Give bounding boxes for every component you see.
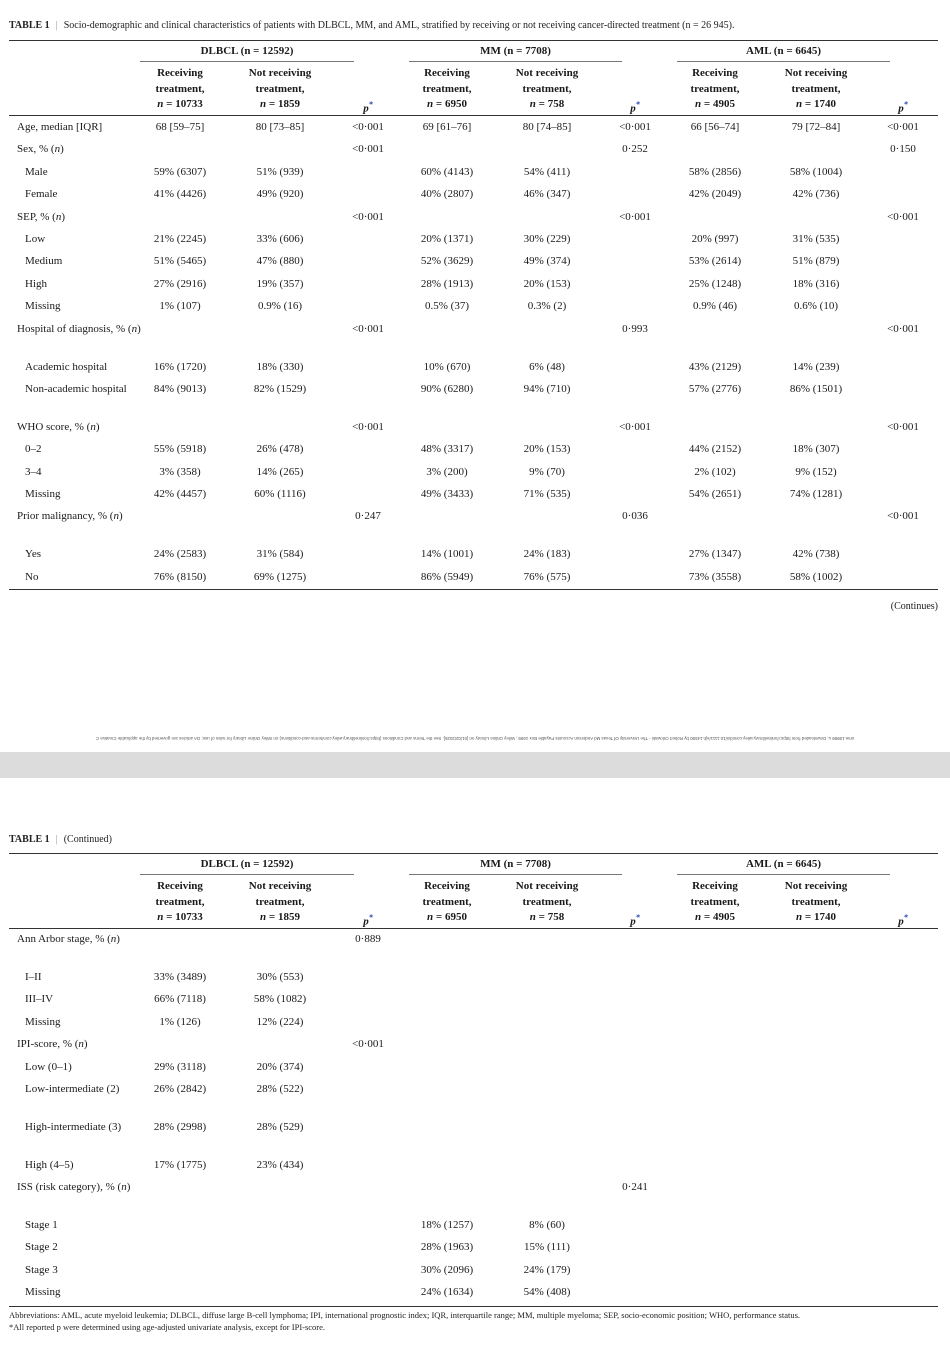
column-header-line: Receiving [157,880,203,892]
column-header-line: n = 4905 [695,911,735,923]
column-header-line: Not receiving [784,67,848,79]
mm-receiving-value: 28% (1913) [420,277,474,290]
top-rule [9,853,938,854]
column-header-line: treatment, [791,895,841,908]
dlbcl-receiving-value: 68 [59–75] [155,121,205,133]
group-underline [677,61,890,62]
aml-p-value: 0·150 [890,143,916,156]
column-header-line: treatment, [155,82,205,95]
column-header-line: treatment, [522,895,572,908]
aml-not-receiving-value: 86% (1501) [789,382,843,395]
column-header-line: Not receiving [515,67,579,79]
mm-receiving-value: 24% (1634) [420,1286,474,1299]
column-header-aml-not-receiving [761,879,871,926]
aml-receiving-value: 20% (997) [691,233,739,245]
aml-p-value: <0·001 [887,322,919,335]
mm-not-receiving-value: 80 [74–85] [522,121,572,133]
column-header-aml-not-receiving [761,66,871,113]
mm-p-value: 0·036 [622,510,648,523]
dlbcl-not-receiving-value: 80 [73–85] [255,121,305,133]
row-label: Stage 1 [25,1219,58,1231]
aml-not-receiving-value: 18% (316) [792,277,840,290]
column-header-line: Receiving [424,67,470,79]
dlbcl-receiving-value: 76% (8150) [153,570,207,583]
group-header: AML (n = 6645) [745,45,822,57]
mm-receiving-value: 3% (200) [426,465,468,478]
mm-not-receiving-value: 71% (535) [523,488,571,500]
column-header-line: Not receiving [248,67,312,79]
mm-p-value: <0·001 [619,420,651,433]
mm-receiving-value: 60% (4143) [420,165,474,178]
mm-not-receiving-value: 20% (153) [523,277,571,290]
dlbcl-not-receiving-value: 28% (529) [256,1120,304,1133]
dlbcl-receiving-value: 41% (4426) [153,188,207,201]
column-header-mm-not-receiving [492,66,602,113]
aml-not-receiving-value: 58% (1002) [789,570,843,583]
dlbcl-p-value: <0·001 [352,210,384,223]
caption-label: TABLE 1 [9,834,50,845]
dlbcl-receiving-value: 1% (107) [159,300,201,313]
mm-receiving-value: 48% (3317) [420,443,474,456]
column-header-line: treatment, [690,82,740,95]
column-header-line: n = 10733 [157,911,203,923]
row-label: High [25,277,47,290]
download-side-note: ome.19999 u, Downloaded from https://onlinelibrary.wiley.com/doi/10.1111/ejh.14590 by Robert Orlowski - The University Of Texas Md Anderson Accounts Payable Box 1699 , Wiley Online Library on [01/02/2025]. See the Terms and Conditions (https://onlinelibrary.wiley.com/terms-and-conditions) on Wiley Online Library for rules of use; OA articles are governed by the applicable Creative C [95,736,855,741]
aml-not-receiving-value: 42% (738) [792,548,840,561]
column-header-line: n = 6950 [427,98,467,110]
mm-receiving-value: 14% (1001) [420,548,474,561]
aml-receiving-value: 73% (3558) [688,570,742,583]
column-header-line: n = 6950 [427,911,467,923]
aml-receiving-value: 27% (1347) [688,548,742,561]
aml-receiving-value: 53% (2614) [688,255,742,268]
mm-not-receiving-value: 54% (411) [523,165,571,178]
aml-p-value: <0·001 [887,121,919,133]
row-label: Missing [25,300,61,313]
dlbcl-receiving-value: 55% (5918) [153,443,207,456]
dlbcl-receiving-value: 27% (2916) [153,277,207,290]
mm-p-value: 0·993 [622,322,648,335]
row-label: WHO score, % (n) [17,420,100,433]
bottom-rule [9,589,938,590]
row-label: III–IV [25,993,54,1006]
dlbcl-p-value: 0·247 [355,510,381,523]
column-header-mm-not-receiving [492,879,602,926]
dlbcl-receiving-value: 66% (7118) [154,993,206,1006]
dlbcl-receiving-value: 1% (126) [159,1015,201,1028]
column-header-line: Not receiving [784,880,848,892]
row-label: Sex, % (n) [17,143,64,156]
dlbcl-receiving-value: 28% (2998) [153,1120,207,1133]
column-header-mm-p: p* [630,100,640,115]
row-label: Low (0–1) [25,1060,72,1073]
row-label: Low [25,233,46,245]
group-underline [409,874,622,875]
row-label: 3–4 [25,465,42,478]
dlbcl-not-receiving-value: 20% (374) [256,1060,304,1073]
mm-not-receiving-value: 0.3% (2) [527,300,567,313]
column-header-mm-receiving [392,879,502,926]
table-page-2 [0,778,950,1354]
aml-p-value: <0·001 [887,510,919,523]
column-header-line: n = 1859 [260,911,300,923]
caption-label: TABLE 1 [9,20,50,31]
dlbcl-receiving-value: 3% (358) [159,465,201,478]
dlbcl-not-receiving-value: 14% (265) [256,465,304,478]
mm-not-receiving-value: 8% (60) [529,1219,565,1231]
mm-not-receiving-value: 76% (575) [523,570,571,583]
group-header: MM (n = 7708) [480,45,551,57]
aml-not-receiving-value: 51% (879) [792,255,840,268]
dlbcl-receiving-value: 42% (4457) [153,488,207,500]
mm-receiving-value: 30% (2096) [420,1263,474,1276]
column-header-line: n = 758 [529,98,565,110]
row-label: SEP, % (n) [17,210,65,223]
column-header-line: Receiving [692,67,738,79]
dlbcl-not-receiving-value: 33% (606) [256,233,304,245]
mm-not-receiving-value: 30% (229) [523,233,571,245]
aml-receiving-value: 0.9% (46) [693,300,737,313]
column-header-dlbcl-not-receiving [225,66,335,113]
column-header-line: treatment, [791,82,841,95]
dlbcl-not-receiving-value: 28% (522) [256,1082,304,1095]
dlbcl-receiving-value: 17% (1775) [153,1158,207,1171]
aml-receiving-value: 25% (1248) [688,277,742,290]
group-underline [140,61,354,62]
mm-p-value: 0·241 [622,1181,648,1194]
dlbcl-p-value: <0·001 [352,420,384,433]
group-underline [409,61,622,62]
mm-not-receiving-value: 9% (70) [529,465,565,478]
dlbcl-receiving-value: 29% (3118) [154,1060,206,1073]
group-header: MM (n = 7708) [480,858,551,870]
dlbcl-not-receiving-value: 69% (1275) [253,570,307,583]
aml-not-receiving-value: 79 [72–84] [791,121,841,133]
column-header-line: treatment, [255,895,305,908]
column-header-dlbcl-receiving [125,879,235,926]
row-label: Missing [25,488,61,500]
dlbcl-not-receiving-value: 18% (330) [256,360,304,373]
column-header-aml-receiving [660,879,770,926]
mm-p-value: <0·001 [619,210,651,223]
group-header: DLBCL (n = 12592) [200,858,294,870]
footnote-abbreviations: Abbreviations: AML, acute myeloid leukemia; DLBCL, diffuse large B-cell lymphoma; IPI, international prognostic index; IQR, interquartile range; MM, multiple myeloma; SEP, socio-economic position; WHO, performance status. [9,1310,801,1320]
row-label: I–II [25,970,42,983]
aml-receiving-value: 57% (2776) [688,382,742,395]
column-header-line: treatment, [422,82,472,95]
aml-not-receiving-value: 0.6% (10) [794,300,838,313]
row-label: Stage 2 [25,1241,58,1254]
mm-receiving-value: 20% (1371) [420,233,474,245]
aml-not-receiving-value: 18% (307) [792,443,840,456]
row-label: Yes [25,548,42,561]
aml-not-receiving-value: 42% (736) [792,188,840,201]
table-caption-continued: TABLE 1 | (Continued) [9,834,113,845]
dlbcl-p-value: <0·001 [352,322,384,335]
aml-not-receiving-value: 31% (535) [792,233,840,245]
column-header-line: Receiving [157,67,203,79]
column-header-line: n = 10733 [157,98,203,110]
header-rule [9,115,938,116]
dlbcl-receiving-value: 59% (6307) [153,165,207,178]
row-label: Age, median [IQR] [17,121,103,133]
column-header-aml-p: p* [898,100,908,115]
row-label: IPI-score, % (n) [17,1038,88,1051]
aml-p-value: <0·001 [887,420,919,433]
column-header-line: n = 758 [529,911,565,923]
column-header-dlbcl-p: p* [363,913,373,928]
dlbcl-p-value: <0·001 [352,143,384,156]
group-header: AML (n = 6645) [745,858,822,870]
column-header-line: Receiving [692,880,738,892]
mm-not-receiving-value: 24% (183) [523,548,571,561]
column-header-dlbcl-not-receiving [225,879,335,926]
row-label: High (4–5) [25,1158,74,1171]
column-header-line: n = 1740 [796,911,836,923]
dlbcl-receiving-value: 24% (2583) [153,548,207,561]
row-label: Missing [25,1286,61,1299]
row-label: High-intermediate (3) [25,1120,122,1133]
mm-p-value: <0·001 [619,121,651,133]
dlbcl-receiving-value: 21% (2245) [153,233,207,245]
dlbcl-not-receiving-value: 12% (224) [256,1015,304,1028]
group-underline [140,874,354,875]
dlbcl-p-value: 0·889 [355,933,381,945]
group-underline [677,874,890,875]
caption-text: Socio-demographic and clinical characteristics of patients with DLBCL, MM, and AML, stratified by receiving or not receiving cancer-directed treatment (n = 26 945). [63,20,735,31]
dlbcl-receiving-value: 84% (9013) [153,382,207,395]
row-label: Female [25,188,58,201]
column-header-line: treatment, [690,895,740,908]
dlbcl-p-value: <0·001 [352,121,384,133]
row-label: 0–2 [25,443,42,456]
dlbcl-not-receiving-value: 30% (553) [256,970,304,983]
mm-not-receiving-value: 6% (48) [529,360,565,373]
mm-not-receiving-value: 46% (347) [523,188,571,201]
mm-not-receiving-value: 54% (408) [523,1286,571,1299]
dlbcl-receiving-value: 16% (1720) [153,360,207,373]
table-caption: TABLE 1 | Socio-demographic and clinical characteristics of patients with DLBCL, MM, and AML, stratified by receiving or not receiving cancer-directed treatment (n = 26 945). [9,20,735,31]
dlbcl-not-receiving-value: 0.9% (16) [258,300,302,313]
caption-text: (Continued) [63,834,113,845]
mm-receiving-value: 90% (6280) [420,382,474,395]
column-header-line: treatment, [522,82,572,95]
column-header-aml-p: p* [898,913,908,928]
mm-not-receiving-value: 24% (179) [523,1263,571,1276]
row-label: Hospital of diagnosis, % (n) [17,322,141,335]
footnote-p-values: *All reported p were determined using age-adjusted univariate analysis, except for IPI-score. [9,1322,326,1332]
mm-not-receiving-value: 20% (153) [523,443,571,456]
dlbcl-receiving-value: 33% (3489) [153,970,207,983]
dlbcl-receiving-value: 51% (5465) [153,255,207,268]
column-header-line: n = 1740 [796,98,836,110]
dlbcl-p-value: <0·001 [352,1038,384,1051]
column-header-mm-receiving [392,66,502,113]
dlbcl-not-receiving-value: 58% (1082) [253,993,307,1006]
row-label: Medium [25,255,63,268]
aml-receiving-value: 44% (2152) [688,443,742,456]
mm-receiving-value: 86% (5949) [420,570,474,583]
row-label: No [25,570,39,583]
mm-not-receiving-value: 94% (710) [523,382,571,395]
mm-receiving-value: 10% (670) [423,360,471,373]
mm-receiving-value: 18% (1257) [420,1219,474,1231]
column-header-aml-receiving [660,66,770,113]
aml-not-receiving-value: 58% (1004) [789,165,843,178]
top-rule [9,40,938,41]
column-header-line: n = 4905 [695,98,735,110]
column-header-line: treatment, [155,895,205,908]
aml-receiving-value: 54% (2651) [688,488,742,500]
row-label: ISS (risk category), % (n) [17,1181,131,1194]
dlbcl-not-receiving-value: 60% (1116) [254,488,306,500]
aml-receiving-value: 43% (2129) [688,360,742,373]
row-label: Stage 3 [25,1263,58,1276]
dlbcl-receiving-value: 26% (2842) [153,1082,207,1095]
mm-receiving-value: 0.5% (37) [425,300,469,313]
row-label: Ann Arbor stage, % (n) [17,933,120,945]
dlbcl-not-receiving-value: 23% (434) [256,1158,304,1171]
aml-not-receiving-value: 74% (1281) [789,488,843,500]
mm-not-receiving-value: 15% (111) [524,1241,570,1254]
dlbcl-not-receiving-value: 19% (357) [256,277,304,290]
dlbcl-not-receiving-value: 31% (584) [256,548,304,561]
dlbcl-not-receiving-value: 47% (880) [256,255,304,268]
dlbcl-not-receiving-value: 82% (1529) [253,382,307,395]
dlbcl-not-receiving-value: 49% (920) [256,188,304,201]
mm-receiving-value: 28% (1963) [420,1241,474,1254]
row-label: Academic hospital [25,360,108,373]
mm-not-receiving-value: 49% (374) [523,255,571,268]
row-label: Missing [25,1015,61,1028]
mm-receiving-value: 49% (3433) [420,488,474,500]
column-header-line: Not receiving [248,880,312,892]
aml-receiving-value: 58% (2856) [688,165,742,178]
dlbcl-not-receiving-value: 51% (939) [256,165,304,178]
bottom-rule [9,1306,938,1307]
continues-note: (Continues) [890,601,938,612]
aml-p-value: <0·001 [887,210,919,223]
column-header-line: Not receiving [515,880,579,892]
column-header-dlbcl-p: p* [363,100,373,115]
row-label: Male [25,165,48,178]
aml-receiving-value: 66 [56–74] [690,121,740,133]
row-label: Non-academic hospital [25,382,127,395]
aml-not-receiving-value: 9% (152) [795,465,837,478]
header-rule [9,928,938,929]
column-header-mm-p: p* [630,913,640,928]
page-gap [0,752,950,778]
mm-receiving-value: 69 [61–76] [422,121,472,133]
mm-receiving-value: 52% (3629) [420,255,474,268]
row-label: Low-intermediate (2) [25,1082,120,1095]
dlbcl-not-receiving-value: 26% (478) [256,443,304,456]
column-header-dlbcl-receiving [125,66,235,113]
aml-receiving-value: 2% (102) [694,465,736,478]
aml-receiving-value: 42% (2049) [688,188,742,201]
column-header-line: Receiving [424,880,470,892]
mm-p-value: 0·252 [622,143,648,156]
mm-receiving-value: 40% (2807) [420,188,474,201]
column-header-line: treatment, [255,82,305,95]
group-header: DLBCL (n = 12592) [200,45,294,57]
column-header-line: treatment, [422,895,472,908]
column-header-line: n = 1859 [260,98,300,110]
row-label: Prior malignancy, % (n) [17,510,123,523]
aml-not-receiving-value: 14% (239) [792,360,840,373]
